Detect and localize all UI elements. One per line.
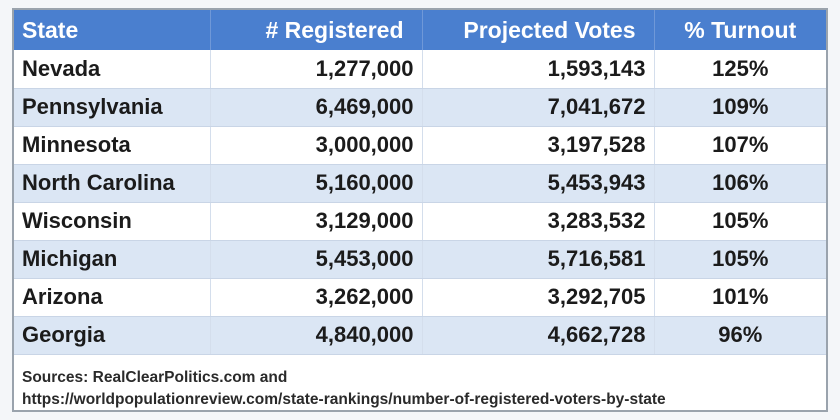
table-row: [14, 50, 826, 88]
header-projected-votes: Projected Votes: [422, 10, 654, 50]
cell-state: Pennsylvania: [14, 88, 210, 126]
cell-state: Wisconsin: [14, 202, 210, 240]
cell-registered: 6,469,000: [210, 88, 422, 126]
cell-projected-votes: 3,197,528: [422, 126, 654, 164]
cell-registered: 4,840,000: [210, 316, 422, 354]
sources-url: https://worldpopulationreview.com/state-rankings/number-of-registered-voters-by-state: [22, 391, 666, 408]
cell-turnout: 96%: [654, 316, 826, 354]
cell-registered: 5,160,000: [210, 164, 422, 202]
cell-turnout: 109%: [654, 88, 826, 126]
cell-turnout: 105%: [654, 240, 826, 278]
cell-turnout: 125%: [654, 50, 826, 88]
voter-turnout-table: [14, 10, 826, 355]
turnout-table-card: [12, 8, 828, 412]
cell-registered: 3,262,000: [210, 278, 422, 316]
cell-turnout: 107%: [654, 126, 826, 164]
cell-state: Nevada: [14, 50, 210, 88]
cell-state: Arizona: [14, 278, 210, 316]
cell-projected-votes: 7,041,672: [422, 88, 654, 126]
header-registered: # Registered: [210, 10, 422, 50]
sources-note: [22, 367, 822, 411]
sources-line-1: Sources: RealClearPolitics.com and: [22, 369, 288, 386]
cell-state: Minnesota: [14, 126, 210, 164]
table-header: [14, 10, 826, 50]
cell-projected-votes: 5,716,581: [422, 240, 654, 278]
table-row: [14, 278, 826, 316]
table-row: [14, 316, 826, 354]
header-turnout: % Turnout: [654, 10, 826, 50]
cell-state: Georgia: [14, 316, 210, 354]
cell-turnout: 105%: [654, 202, 826, 240]
cell-registered: 5,453,000: [210, 240, 422, 278]
cell-projected-votes: 5,453,943: [422, 164, 654, 202]
cell-projected-votes: 1,593,143: [422, 50, 654, 88]
header-row: [14, 10, 826, 50]
cell-registered: 1,277,000: [210, 50, 422, 88]
cell-turnout: 106%: [654, 164, 826, 202]
cell-state: North Carolina: [14, 164, 210, 202]
header-state: State: [14, 10, 210, 50]
table-row: [14, 88, 826, 126]
table-row: [14, 164, 826, 202]
table-row: [14, 240, 826, 278]
table-row: [14, 126, 826, 164]
cell-projected-votes: 4,662,728: [422, 316, 654, 354]
cell-turnout: 101%: [654, 278, 826, 316]
table-row: [14, 202, 826, 240]
cell-state: Michigan: [14, 240, 210, 278]
cell-projected-votes: 3,292,705: [422, 278, 654, 316]
cell-registered: 3,129,000: [210, 202, 422, 240]
cell-projected-votes: 3,283,532: [422, 202, 654, 240]
table-body: [14, 50, 826, 354]
cell-registered: 3,000,000: [210, 126, 422, 164]
